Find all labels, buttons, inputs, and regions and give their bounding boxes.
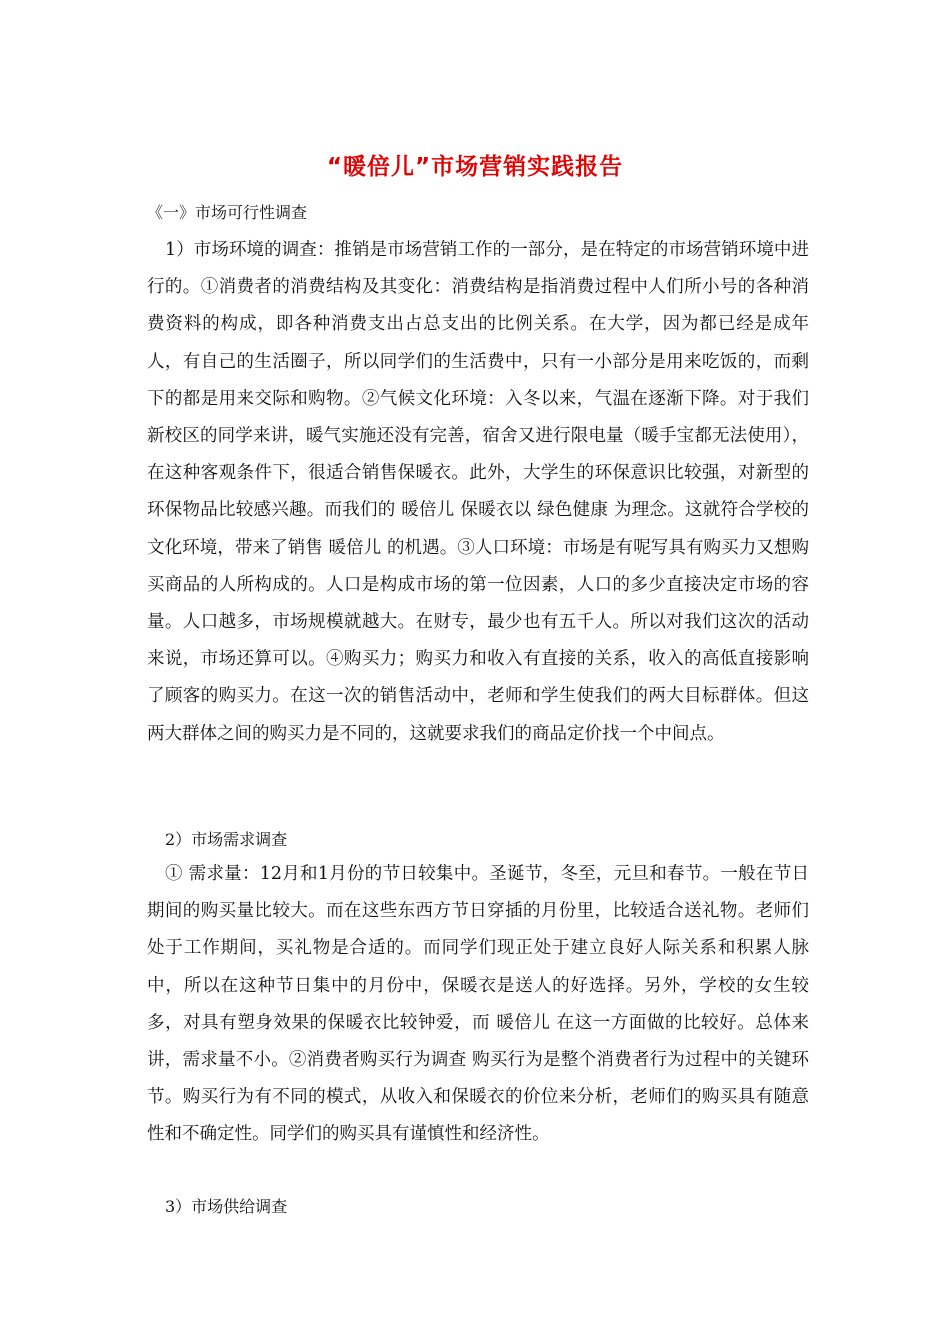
subheading-supply-survey: 3）市场供给调查 <box>165 1197 288 1216</box>
paragraph-market-environment: 1）市场环境的调查：推销是市场营销工作的一部分，是在特定的市场营销环境中进行的。①消费者的消费结构及其变化：消费结构是指消费过程中人们所小号的各种消费资料的构成，即各种消费支出占总支出的比例关系。在大学，因为都已经是成年人，有自己的生活圈子，所以同学们的生活费中，只有一小部分是用来吃饭的，而剩下的都是用来交际和购物。②气候文化环境：入冬以来，气温在逐渐下降。对于我们新校区的同学来讲，暖气实施还没有完善，宿舍又进行限电量（暖手宝都无法使用），在这种客观条件下，很适合销售保暖衣。此外，大学生的环保意识比较强，对新型的环保物品比较感兴趣。而我们的 暖倍儿 保暖衣以 绿色健康 为理念。这就符合学校的文化环境，带来了销售 暖倍儿 的机遇。③人口环境：市场是有呢写具有购买力又想购买商品的人所构成的。人口是构成市场的第一位因素，人口的多少直接决定市场的容量。人口越多，市场规模就越大。在财专，最少也有五千人。所以对我们这次的活动来说，市场还算可以。④购买力；购买力和收入有直接的关系，收入的高低直接影响了顾客的购买力。在这一次的销售活动中，老师和学生使我们的两大目标群体。但这两大群体之间的购买力是不同的，这就要求我们的商品定价找一个中间点。 <box>147 240 809 744</box>
section-heading: 《一》市场可行性调查 <box>147 203 308 222</box>
document-title: “暖倍儿”市场营销实践报告 <box>326 154 624 180</box>
subheading-demand-survey: 2）市场需求调查 <box>165 830 288 849</box>
paragraph-demand: ① 需求量：12月和1月份的节日较集中。圣诞节，冬至，元旦和春节。一般在节日期间的购买量比较大。而在这些东西方节日穿插的月份里，比较适合送礼物。老师们处于工作期间，买礼物是合适的。而同学们现正处于建立良好人际关系和积累人脉中，所以在这种节日集中的月份中，保暖衣是送人的好选择。另外，学校的女生较多，对具有塑身效果的保暖衣比较钟爱，而 暖倍儿 在这一方面做的比较好。总体来讲，需求量不小。②消费者购买行为调查 购买行为是整个消费者行为过程中的关键环节。购买行为有不同的模式，从收入和保暖衣的价位来分析，老师们的购买具有随意性和不确定性。同学们的购买具有谨慎性和经济性。 <box>147 864 809 1145</box>
